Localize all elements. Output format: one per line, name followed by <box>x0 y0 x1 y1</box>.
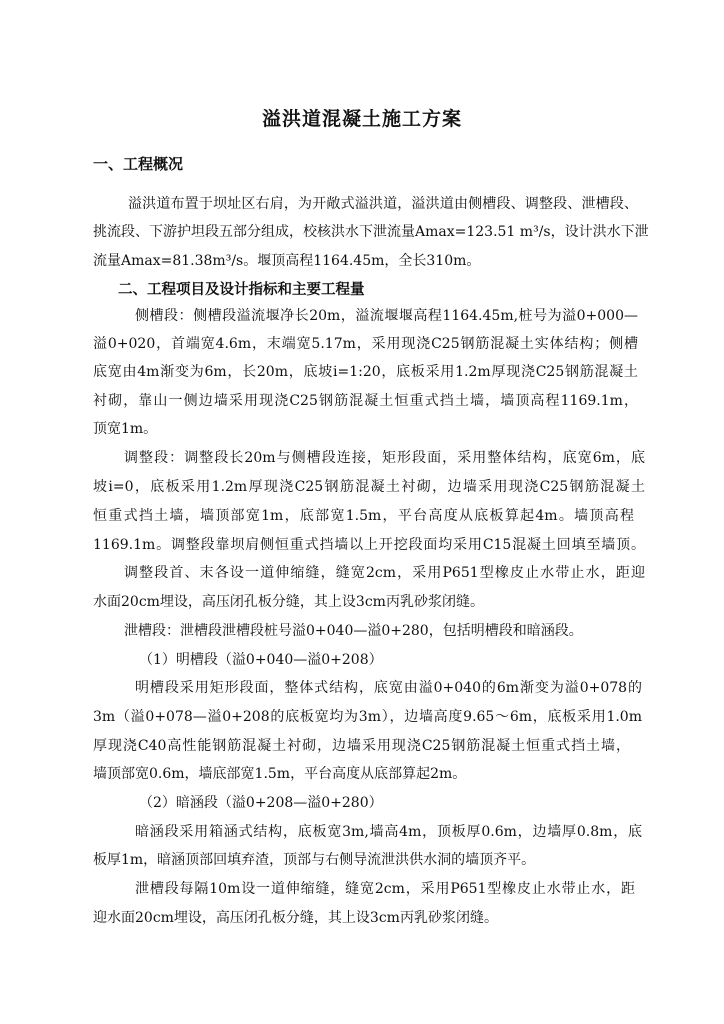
paragraph-line: 衬砌，靠山一侧边墙采用现浇C25钢筋混凝土恒重式挡土墙，墙顶高程1169.1m， <box>93 393 638 409</box>
paragraph-line: 恒重式挡土墙，墙顶部宽1m，底部宽1.5m，平台高度从底板算起4m。墙顶高程 <box>93 508 634 524</box>
paragraph-line: 1169.1m。调整段靠坝肩侧恒重式挡墙以上开挖段面均采用C15混凝土回填至墙顶。 <box>93 537 645 553</box>
paragraph-line: 暗涵段采用箱涵式结构，底板宽3m,墙高4m，顶板厚0.6m，边墙厚0.8m，底 <box>135 824 642 840</box>
paragraph-line: 调整段首、末各设一道伸缩缝，缝宽2cm，采用P651型橡皮止水带止水，距迎 <box>124 565 645 581</box>
paragraph-line: 挑流段、下游护坦段五部分组成，校核洪水下泄流量Amax=123.51 m³/s，设计洪水下泄 <box>93 224 649 240</box>
paragraph-line: 底宽由4m渐变为6m，长20m，底坡i=1:20，底板采用1.2m厚现浇C25钢筋混凝土 <box>93 364 638 380</box>
subheading-open-channel: （1）明槽段（溢0+040—溢0+208） <box>139 652 383 668</box>
paragraph-line: 溢洪道布置于坝址区右肩，为开敞式溢洪道，溢洪道由侧槽段、调整段、泄槽段、 <box>128 196 638 212</box>
paragraph-line: 泄槽段每隔10m设一道伸缩缝，缝宽2cm，采用P651型橡皮止水带止水，距 <box>135 881 635 897</box>
page-title: 溢洪道混凝土施工方案 <box>261 108 462 130</box>
paragraph-line: 溢0+020，首端宽4.6m，末端宽5.17m，采用现浇C25钢筋混凝土实体结构；侧槽 <box>93 336 638 352</box>
subheading-culvert: （2）暗涵段（溢0+208—溢0+280） <box>139 795 383 811</box>
paragraph-line: 侧槽段：侧槽段溢流堰净长20m，溢流堰堰高程1164.45m,桩号为溢0+000— <box>135 308 638 324</box>
paragraph-line: 坡i=0，底板采用1.2m厚现浇C25钢筋混凝土衬砌，边墙采用现浇C25钢筋混凝土 <box>93 479 645 495</box>
paragraph-line: 厚现浇C40高性能钢筋混凝土衬砌，边墙采用现浇C25钢筋混凝土恒重式挡土墙， <box>93 738 630 754</box>
paragraph-line: 顶宽1m。 <box>93 421 158 437</box>
paragraph-line: 泄槽段：泄槽段泄槽段桩号溢0+040—溢0+280，包括明槽段和暗涵段。 <box>124 623 583 639</box>
paragraph-line: 3m（溢0+078—溢0+208的底板宽均为3m），边墙高度9.65～6m，底板采用1.0m <box>93 709 642 725</box>
paragraph-line: 墙顶部宽0.6m，墙底部宽1.5m，平台高度从底部算起2m。 <box>93 766 467 782</box>
section-heading-items: 二、工程项目及设计指标和主要工程量 <box>118 282 365 298</box>
section-heading-overview: 一、工程概况 <box>93 155 184 173</box>
paragraph-line: 流量Amax=81.38m³/s。堰顶高程1164.45m，全长310m。 <box>93 253 481 269</box>
paragraph-line: 水面20cm埋设，高压闭孔板分缝，其上设3cm丙乳砂浆闭缝。 <box>93 594 484 610</box>
paragraph-line: 板厚1m，暗涵顶部回填弃渣，顶部与右侧导流泄洪供水洞的墙顶齐平。 <box>93 852 536 868</box>
paragraph-line: 明槽段采用矩形段面，整体式结构，底宽由溢0+040的6m渐变为溢0+078的 <box>135 680 642 696</box>
paragraph-line: 调整段：调整段长20m与侧槽段连接，矩形段面，采用整体结构，底宽6m，底 <box>124 450 645 466</box>
paragraph-line: 迎水面20cm埋设，高压闭孔板分缝，其上设3cm丙乳砂浆闭缝。 <box>93 910 498 926</box>
